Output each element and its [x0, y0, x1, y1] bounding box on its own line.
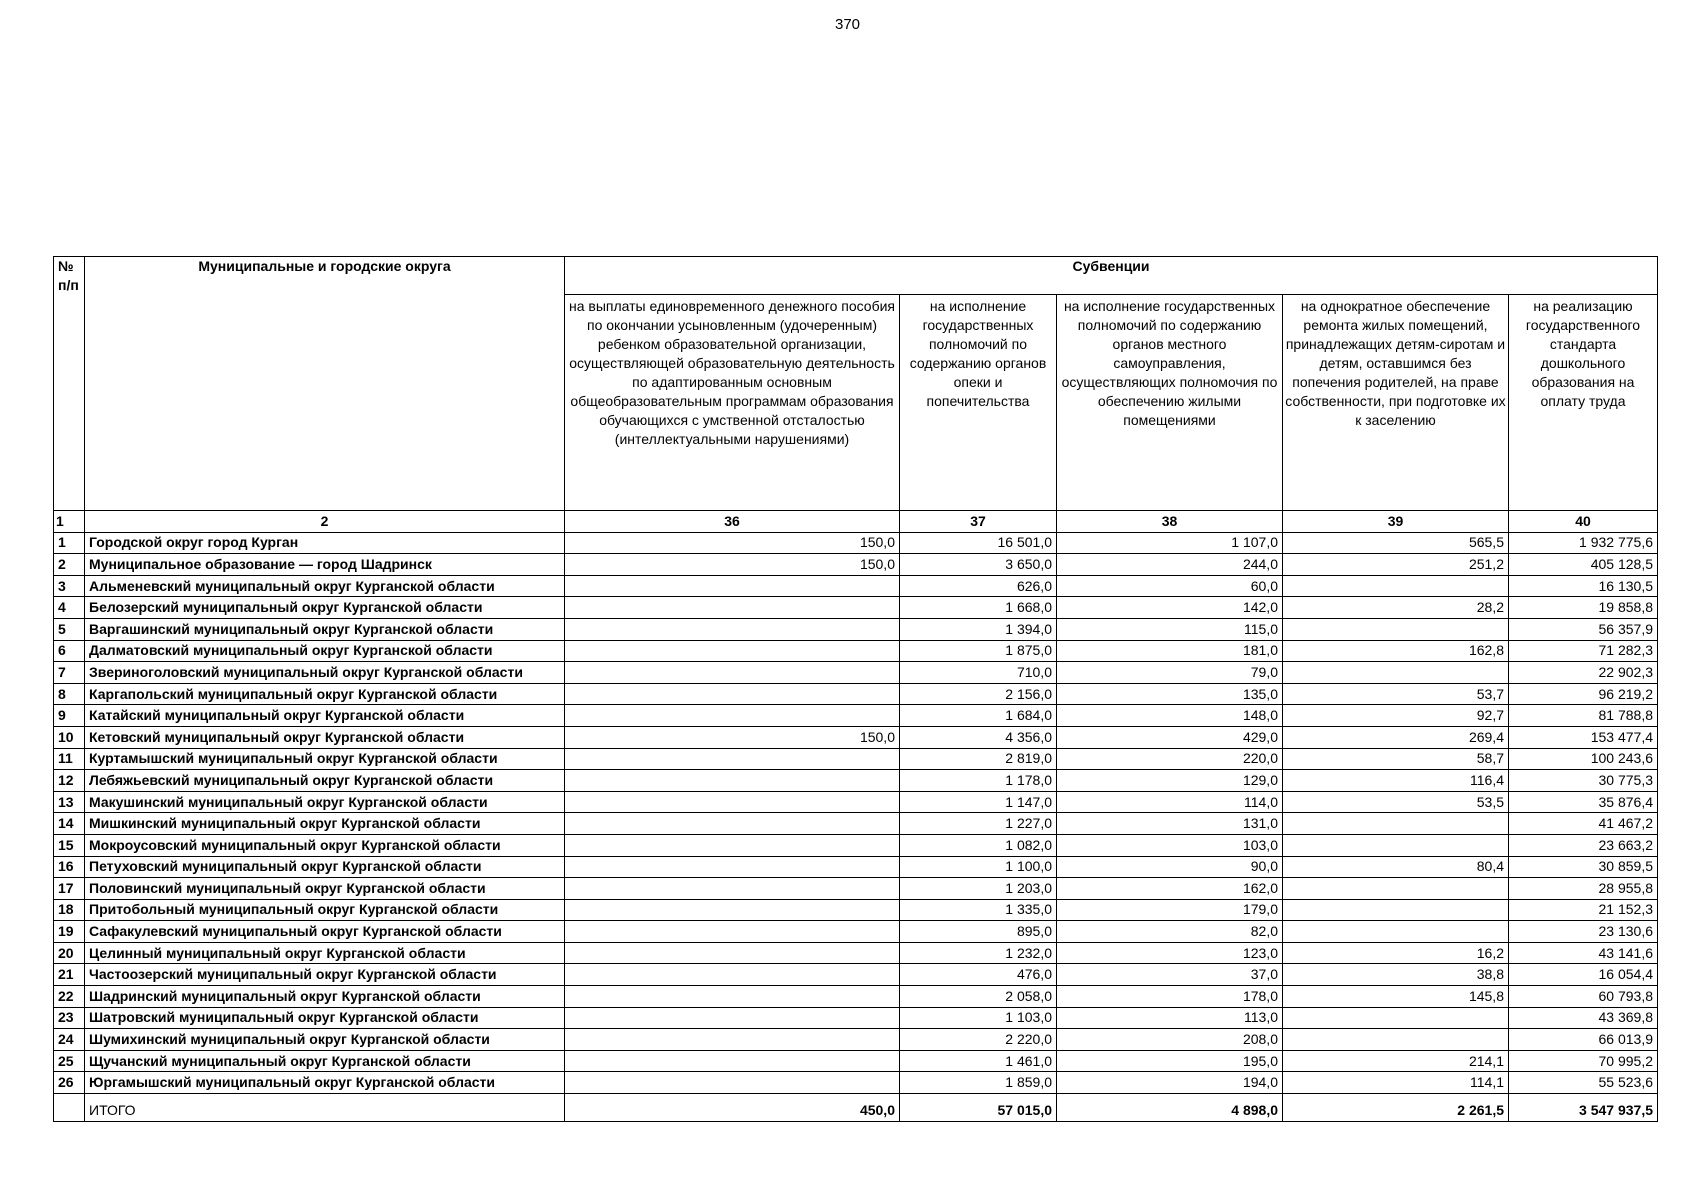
- district-name: Каргапольский муниципальный округ Курганской области: [85, 683, 565, 705]
- value-c39: 28,2: [1283, 597, 1509, 619]
- value-c39: [1283, 662, 1509, 684]
- row-index: 14: [54, 813, 85, 835]
- column-number: 40: [1509, 511, 1658, 533]
- value-c36: [565, 856, 900, 878]
- value-c40: 21 152,3: [1509, 899, 1658, 921]
- value-c36: [565, 878, 900, 900]
- value-c39: 251,2: [1283, 554, 1509, 576]
- value-c40: 405 128,5: [1509, 554, 1658, 576]
- row-index: 26: [54, 1072, 85, 1094]
- header-col-38: на исполнение государственных полномочий по содержанию органов местного самоуправления, осуществляющих полномочия по обеспечению жилыми помещениями: [1057, 295, 1283, 511]
- value-c37: 1 335,0: [900, 899, 1057, 921]
- value-c38: 148,0: [1057, 705, 1283, 727]
- value-c37: 1 147,0: [900, 791, 1057, 813]
- row-index: 25: [54, 1050, 85, 1072]
- value-c39: 116,4: [1283, 770, 1509, 792]
- value-c40: 60 793,8: [1509, 986, 1658, 1008]
- value-c36: [565, 575, 900, 597]
- district-name: Частоозерский муниципальный округ Курганской области: [85, 964, 565, 986]
- value-c39: 16,2: [1283, 942, 1509, 964]
- value-c39: 58,7: [1283, 748, 1509, 770]
- value-c38: 123,0: [1057, 942, 1283, 964]
- column-number: 36: [565, 511, 900, 533]
- row-index: 10: [54, 726, 85, 748]
- table-row: [54, 705, 1658, 727]
- district-name: Мокроусовский муниципальный округ Курганской области: [85, 834, 565, 856]
- total-c39: 2 261,5: [1283, 1094, 1509, 1122]
- table-row: [54, 1072, 1658, 1094]
- value-c39: [1283, 878, 1509, 900]
- table-row: [54, 899, 1658, 921]
- district-name: Сафакулевский муниципальный округ Курганской области: [85, 921, 565, 943]
- row-index: 7: [54, 662, 85, 684]
- value-c37: 4 356,0: [900, 726, 1057, 748]
- row-index: 13: [54, 791, 85, 813]
- value-c36: [565, 942, 900, 964]
- value-c37: 626,0: [900, 575, 1057, 597]
- value-c38: 60,0: [1057, 575, 1283, 597]
- value-c37: 2 220,0: [900, 1029, 1057, 1051]
- table-row: [54, 1050, 1658, 1072]
- value-c36: [565, 964, 900, 986]
- value-c37: 1 227,0: [900, 813, 1057, 835]
- value-c40: 153 477,4: [1509, 726, 1658, 748]
- district-name: Катайский муниципальный округ Курганской области: [85, 705, 565, 727]
- value-c38: 37,0: [1057, 964, 1283, 986]
- district-name: Юргамышский муниципальный округ Курганской области: [85, 1072, 565, 1094]
- value-c37: 1 082,0: [900, 834, 1057, 856]
- value-c37: 895,0: [900, 921, 1057, 943]
- column-number: 2: [85, 511, 565, 533]
- value-c36: [565, 683, 900, 705]
- value-c40: 56 357,9: [1509, 618, 1658, 640]
- column-number: 37: [900, 511, 1057, 533]
- district-name: Макушинский муниципальный округ Курганской области: [85, 791, 565, 813]
- table-row: [54, 856, 1658, 878]
- value-c38: 82,0: [1057, 921, 1283, 943]
- value-c36: [565, 921, 900, 943]
- value-c38: 220,0: [1057, 748, 1283, 770]
- table-row: [54, 748, 1658, 770]
- value-c37: 1 461,0: [900, 1050, 1057, 1072]
- row-index: 22: [54, 986, 85, 1008]
- value-c36: [565, 813, 900, 835]
- value-c37: 2 156,0: [900, 683, 1057, 705]
- value-c37: 1 100,0: [900, 856, 1057, 878]
- value-c39: [1283, 1029, 1509, 1051]
- table-row: [54, 532, 1658, 554]
- header-subventions: Субвенции: [565, 257, 1658, 295]
- table-row: [54, 813, 1658, 835]
- row-index: 21: [54, 964, 85, 986]
- value-c40: 71 282,3: [1509, 640, 1658, 662]
- value-c36: 150,0: [565, 532, 900, 554]
- value-c37: 1 203,0: [900, 878, 1057, 900]
- value-c36: 150,0: [565, 726, 900, 748]
- value-c36: [565, 662, 900, 684]
- district-name: Городской округ город Курган: [85, 532, 565, 554]
- value-c37: 3 650,0: [900, 554, 1057, 576]
- row-index: 20: [54, 942, 85, 964]
- value-c40: 19 858,8: [1509, 597, 1658, 619]
- table-row: [54, 1029, 1658, 1051]
- district-name: Половинский муниципальный округ Курганской области: [85, 878, 565, 900]
- value-c38: 113,0: [1057, 1007, 1283, 1029]
- value-c36: [565, 899, 900, 921]
- table-row: [54, 791, 1658, 813]
- value-c38: 179,0: [1057, 899, 1283, 921]
- total-row: [54, 1094, 1658, 1122]
- table-row: [54, 640, 1658, 662]
- value-c40: 66 013,9: [1509, 1029, 1658, 1051]
- value-c40: 16 054,4: [1509, 964, 1658, 986]
- value-c40: 30 775,3: [1509, 770, 1658, 792]
- value-c38: 114,0: [1057, 791, 1283, 813]
- value-c36: [565, 618, 900, 640]
- value-c40: 23 663,2: [1509, 834, 1658, 856]
- value-c39: [1283, 834, 1509, 856]
- total-c40: 3 547 937,5: [1509, 1094, 1658, 1122]
- value-c37: 1 668,0: [900, 597, 1057, 619]
- total-c36: 450,0: [565, 1094, 900, 1122]
- value-c38: 103,0: [1057, 834, 1283, 856]
- district-name: Варгашинский муниципальный округ Курганской области: [85, 618, 565, 640]
- table-row: [54, 964, 1658, 986]
- value-c36: [565, 640, 900, 662]
- value-c37: 476,0: [900, 964, 1057, 986]
- subventions-table: [53, 256, 1658, 1122]
- value-c38: 129,0: [1057, 770, 1283, 792]
- column-number: 38: [1057, 511, 1283, 533]
- district-name: Шумихинский муниципальный округ Курганской области: [85, 1029, 565, 1051]
- header-col-39: на однократное обеспечение ремонта жилых помещений, принадлежащих детям-сиротам и детям, оставшимся без попечения родителей, на праве собственности, при подготовке их к заселению: [1283, 295, 1509, 511]
- value-c37: 1 103,0: [900, 1007, 1057, 1029]
- district-name: Щучанский муниципальный округ Курганской области: [85, 1050, 565, 1072]
- district-name: Шадринский муниципальный округ Курганской области: [85, 986, 565, 1008]
- page-number: 370: [834, 16, 861, 33]
- value-c39: 92,7: [1283, 705, 1509, 727]
- row-index: 2: [54, 554, 85, 576]
- row-index: 16: [54, 856, 85, 878]
- value-c39: 269,4: [1283, 726, 1509, 748]
- value-c37: 1 875,0: [900, 640, 1057, 662]
- table-row: [54, 575, 1658, 597]
- total-c38: 4 898,0: [1057, 1094, 1283, 1122]
- row-index: 19: [54, 921, 85, 943]
- value-c38: 181,0: [1057, 640, 1283, 662]
- row-index: 17: [54, 878, 85, 900]
- value-c40: 43 369,8: [1509, 1007, 1658, 1029]
- header-col-40: на реализацию государственного стандарта дошкольного образования на оплату труда: [1509, 295, 1658, 511]
- value-c40: 16 130,5: [1509, 575, 1658, 597]
- value-c40: 100 243,6: [1509, 748, 1658, 770]
- row-index: 18: [54, 899, 85, 921]
- value-c38: 135,0: [1057, 683, 1283, 705]
- value-c36: [565, 834, 900, 856]
- row-index: 8: [54, 683, 85, 705]
- value-c40: 81 788,8: [1509, 705, 1658, 727]
- row-index: 1: [54, 532, 85, 554]
- value-c36: [565, 770, 900, 792]
- value-c38: 194,0: [1057, 1072, 1283, 1094]
- value-c39: 145,8: [1283, 986, 1509, 1008]
- value-c40: 22 902,3: [1509, 662, 1658, 684]
- district-name: Шатровский муниципальный округ Курганской области: [85, 1007, 565, 1029]
- column-numbers-row: [54, 511, 1658, 533]
- row-index: 9: [54, 705, 85, 727]
- table-row: [54, 597, 1658, 619]
- value-c38: 244,0: [1057, 554, 1283, 576]
- district-name: Притобольный муниципальный округ Курганской области: [85, 899, 565, 921]
- table-body: [54, 532, 1658, 1093]
- district-name: Мишкинский муниципальный округ Курганской области: [85, 813, 565, 835]
- value-c38: 142,0: [1057, 597, 1283, 619]
- value-c37: 2 819,0: [900, 748, 1057, 770]
- total-c37: 57 015,0: [900, 1094, 1057, 1122]
- value-c40: 96 219,2: [1509, 683, 1658, 705]
- district-name: Куртамышский муниципальный округ Курганской области: [85, 748, 565, 770]
- value-c38: 429,0: [1057, 726, 1283, 748]
- value-c37: 2 058,0: [900, 986, 1057, 1008]
- value-c40: 70 995,2: [1509, 1050, 1658, 1072]
- district-name: Альменевский муниципальный округ Курганской области: [85, 575, 565, 597]
- value-c40: 43 141,6: [1509, 942, 1658, 964]
- table-row: [54, 878, 1658, 900]
- value-c40: 28 955,8: [1509, 878, 1658, 900]
- value-c38: 90,0: [1057, 856, 1283, 878]
- row-index: 5: [54, 618, 85, 640]
- value-c39: [1283, 618, 1509, 640]
- value-c39: [1283, 899, 1509, 921]
- value-c37: 1 684,0: [900, 705, 1057, 727]
- value-c40: 1 932 775,6: [1509, 532, 1658, 554]
- value-c37: 1 394,0: [900, 618, 1057, 640]
- value-c38: 162,0: [1057, 878, 1283, 900]
- table-row: [54, 618, 1658, 640]
- district-name: Муниципальное образование — город Шадринск: [85, 554, 565, 576]
- value-c36: [565, 597, 900, 619]
- value-c39: 162,8: [1283, 640, 1509, 662]
- district-name: Белозерский муниципальный округ Курганской области: [85, 597, 565, 619]
- value-c38: 208,0: [1057, 1029, 1283, 1051]
- value-c36: [565, 1072, 900, 1094]
- value-c36: [565, 1029, 900, 1051]
- row-index: 12: [54, 770, 85, 792]
- value-c36: [565, 705, 900, 727]
- table-row: [54, 921, 1658, 943]
- district-name: Лебяжьевский муниципальный округ Курганской области: [85, 770, 565, 792]
- value-c40: 23 130,6: [1509, 921, 1658, 943]
- value-c38: 195,0: [1057, 1050, 1283, 1072]
- district-name: Петуховский муниципальный округ Курганской области: [85, 856, 565, 878]
- value-c39: 114,1: [1283, 1072, 1509, 1094]
- value-c39: [1283, 575, 1509, 597]
- header-districts: Муниципальные и городские округа: [85, 257, 565, 511]
- district-name: Кетовский муниципальный округ Курганской области: [85, 726, 565, 748]
- row-index: 23: [54, 1007, 85, 1029]
- column-number: 39: [1283, 511, 1509, 533]
- district-name: Звериноголовский муниципальный округ Курганской области: [85, 662, 565, 684]
- value-c37: 16 501,0: [900, 532, 1057, 554]
- value-c38: 79,0: [1057, 662, 1283, 684]
- value-c39: [1283, 1007, 1509, 1029]
- value-c40: 41 467,2: [1509, 813, 1658, 835]
- table-row: [54, 554, 1658, 576]
- value-c39: 80,4: [1283, 856, 1509, 878]
- value-c37: 1 232,0: [900, 942, 1057, 964]
- value-c37: 1 859,0: [900, 1072, 1057, 1094]
- row-index: 4: [54, 597, 85, 619]
- value-c39: 565,5: [1283, 532, 1509, 554]
- value-c37: 710,0: [900, 662, 1057, 684]
- value-c36: [565, 1007, 900, 1029]
- value-c36: [565, 791, 900, 813]
- table-row: [54, 834, 1658, 856]
- column-number: 1: [54, 511, 85, 533]
- row-index: 15: [54, 834, 85, 856]
- table-row: [54, 770, 1658, 792]
- district-name: Целинный муниципальный округ Курганской области: [85, 942, 565, 964]
- header-col-37: на исполнение государственных полномочий по содержанию органов опеки и попечительства: [900, 295, 1057, 511]
- value-c40: 35 876,4: [1509, 791, 1658, 813]
- row-index: 3: [54, 575, 85, 597]
- total-label: ИТОГО: [85, 1094, 565, 1122]
- row-index: 6: [54, 640, 85, 662]
- value-c36: [565, 748, 900, 770]
- value-c39: [1283, 813, 1509, 835]
- header-num: № п/п: [54, 257, 85, 511]
- value-c39: 214,1: [1283, 1050, 1509, 1072]
- value-c38: 115,0: [1057, 618, 1283, 640]
- total-index-cell: [54, 1094, 85, 1122]
- value-c39: 53,7: [1283, 683, 1509, 705]
- value-c38: 131,0: [1057, 813, 1283, 835]
- value-c36: [565, 1050, 900, 1072]
- value-c39: [1283, 921, 1509, 943]
- value-c38: 1 107,0: [1057, 532, 1283, 554]
- district-name: Далматовский муниципальный округ Курганской области: [85, 640, 565, 662]
- table-row: [54, 986, 1658, 1008]
- value-c40: 55 523,6: [1509, 1072, 1658, 1094]
- value-c36: 150,0: [565, 554, 900, 576]
- table-row: [54, 726, 1658, 748]
- value-c36: [565, 986, 900, 1008]
- value-c39: 38,8: [1283, 964, 1509, 986]
- header-col-36: на выплаты единовременного денежного пособия по окончании усыновленным (удочеренным) ребенком образовательной организации, осуществляющей образовательную деятельность по адаптированным основным общеобразовательным программам образования обучающихся с умственной отсталостью (интеллектуальными нарушениями): [565, 295, 900, 511]
- value-c37: 1 178,0: [900, 770, 1057, 792]
- table-row: [54, 662, 1658, 684]
- value-c40: 30 859,5: [1509, 856, 1658, 878]
- table-row: [54, 683, 1658, 705]
- row-index: 11: [54, 748, 85, 770]
- value-c39: 53,5: [1283, 791, 1509, 813]
- value-c38: 178,0: [1057, 986, 1283, 1008]
- table-row: [54, 942, 1658, 964]
- table-row: [54, 1007, 1658, 1029]
- row-index: 24: [54, 1029, 85, 1051]
